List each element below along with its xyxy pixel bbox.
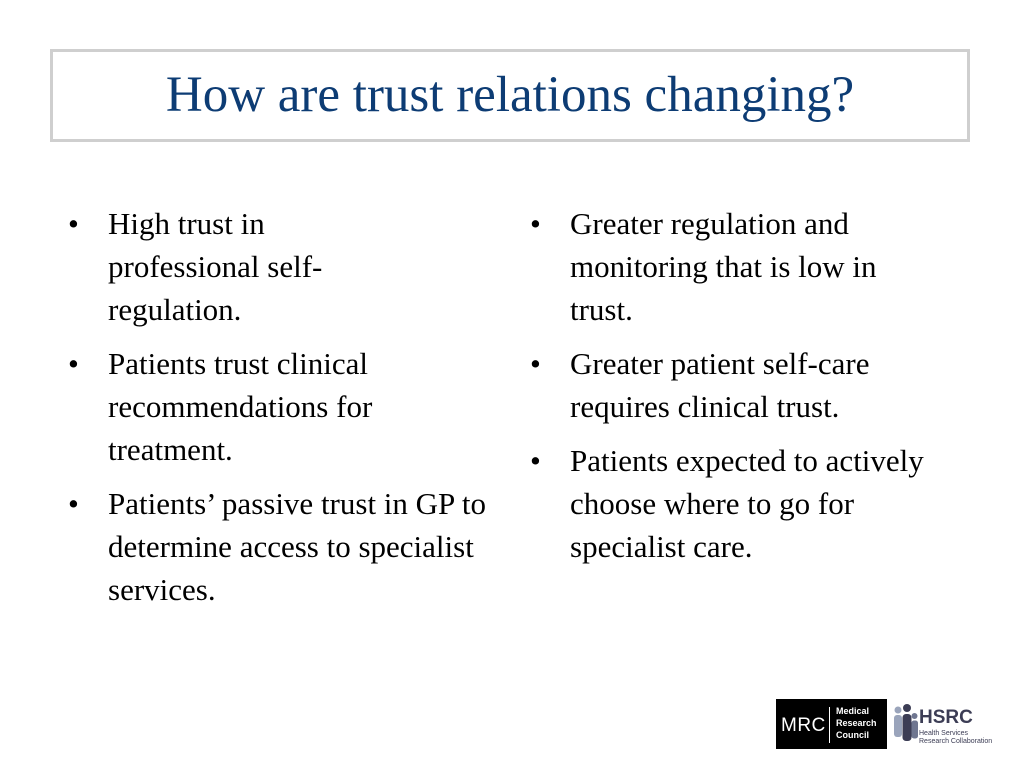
bullet-text: Greater patient self-care requires clinical trust. [570,346,870,424]
list-item [68,202,508,331]
mrc-line: Research [836,718,877,728]
people-icon [892,701,920,749]
slide-title: How are trust relations changing? [165,67,855,123]
list-item [530,439,970,568]
bullet-text: Patients’ passive trust in GP to determine access to specialist services. [108,486,487,607]
bullet-icon: • [68,346,79,381]
hsrc-line: Research Collaboration [919,738,993,745]
list-item [530,342,970,428]
bullet-text: High trust in professional self-regulation. [108,206,323,327]
bullet-icon: • [530,346,541,381]
bullet-icon: • [530,206,541,241]
right-bullet-list [530,202,970,579]
hsrc-logo [892,701,1002,751]
list-item [530,202,970,331]
hsrc-full-name [919,730,992,746]
mrc-divider [829,707,830,743]
bullet-text: Greater regulation and monitoring that is low in trust. [570,206,877,327]
mrc-logo [776,699,887,749]
hsrc-abbreviation: HSRC [919,707,973,728]
title-frame [50,49,970,142]
bullet-text: Patients expected to actively choose where to go for specialist care. [570,443,924,564]
mrc-line: Council [836,730,869,740]
bullet-icon: • [68,486,79,521]
mrc-abbreviation: MRC [781,715,826,736]
bullet-icon: • [68,206,79,241]
list-item [68,342,508,471]
left-bullet-list [68,202,508,622]
mrc-line: Medical [836,706,870,716]
list-item [68,482,508,611]
bullet-text: Patients trust clinical recommendations for treatment. [108,346,373,467]
mrc-full-name [836,705,877,741]
bullet-icon: • [530,443,541,478]
hsrc-line: Health Services [919,730,969,737]
